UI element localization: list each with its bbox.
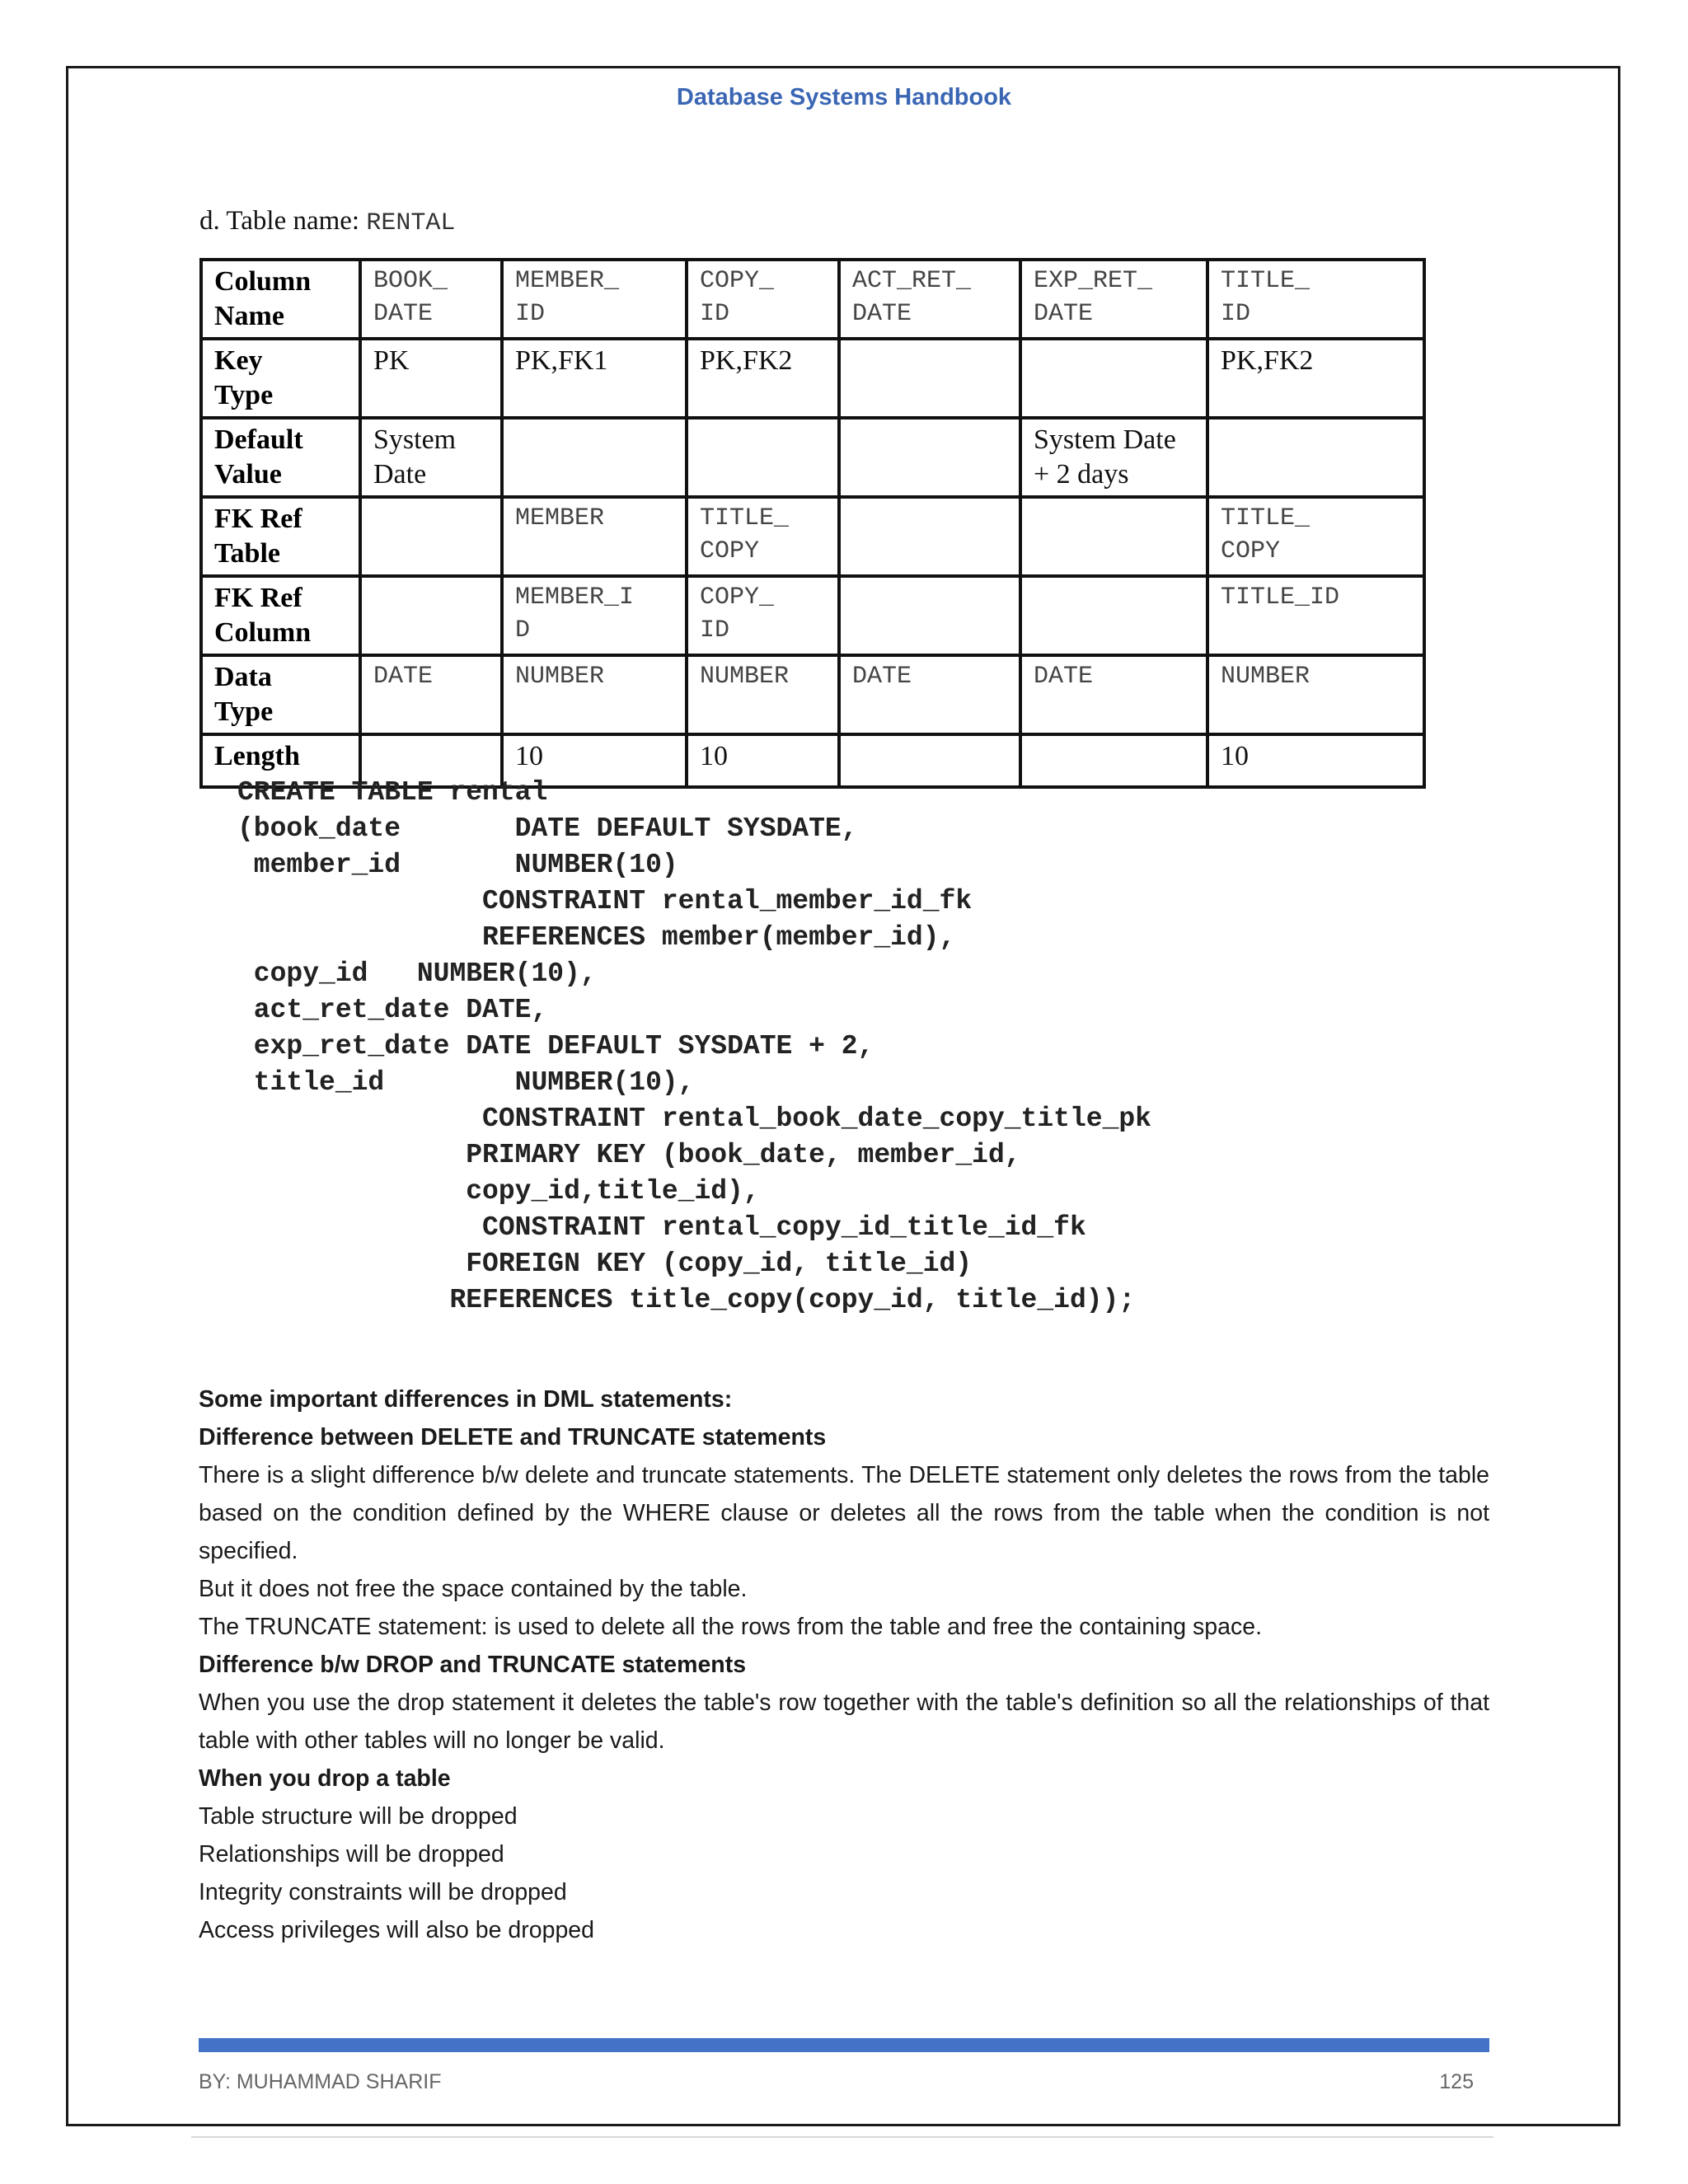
table-caption-name: RENTAL — [366, 209, 456, 237]
table-caption-prefix: d. Table name: — [199, 206, 367, 236]
table-cell: TITLE_ COPY — [687, 497, 839, 576]
list-item: Access privileges will also be dropped — [199, 1917, 594, 1943]
page-header-title: Database Systems Handbook — [676, 84, 1012, 110]
table-cell: MEMBER — [502, 497, 687, 576]
table-cell — [1207, 418, 1424, 497]
table-row-header: Key Type — [201, 339, 360, 418]
bottom-rule — [191, 2136, 1493, 2138]
table-cell: ACT_RET_ DATE — [839, 260, 1020, 339]
table-cell: 10 — [1207, 734, 1424, 787]
table-cell: 10 — [687, 734, 839, 787]
table-cell: NUMBER — [1207, 655, 1424, 734]
heading-drop-vs-truncate: Difference b/w DROP and TRUNCATE statements — [199, 1652, 747, 1678]
list-item: Integrity constraints will be dropped — [199, 1879, 567, 1905]
footer-author: BY: MUHAMMAD SHARIF — [199, 2070, 442, 2093]
table-row-header: Length — [201, 734, 360, 787]
table-cell: COPY_ ID — [687, 576, 839, 655]
table-row-header: Default Value — [201, 418, 360, 497]
heading-delete-vs-truncate: Difference between DELETE and TRUNCATE statements — [199, 1424, 827, 1451]
table-row-header: FK Ref Column — [201, 576, 360, 655]
footer-accent-bar — [199, 2038, 1489, 2052]
table-cell — [687, 418, 839, 497]
table-cell — [502, 418, 687, 497]
paragraph-drop-statement: When you use the drop statement it deletes the table's row together with the table's definition so all the relationships of that table with other tables will no longer be valid. — [199, 1690, 1489, 1754]
table-cell — [1020, 497, 1207, 576]
table-caption — [199, 206, 455, 237]
heading-when-drop-table: When you drop a table — [199, 1765, 451, 1792]
table-cell — [839, 497, 1020, 576]
rental-table — [199, 258, 1426, 789]
table-row — [201, 576, 1424, 655]
table-cell: MEMBER_I D — [502, 576, 687, 655]
table-cell: DATE — [1020, 655, 1207, 734]
table-cell: EXP_RET_ DATE — [1020, 260, 1207, 339]
table-row — [201, 339, 1424, 418]
table-cell: DATE — [839, 655, 1020, 734]
table-cell — [360, 576, 502, 655]
paragraph-free-space: But it does not free the space contained by the table. — [199, 1576, 748, 1602]
table-cell: TITLE_ COPY — [1207, 497, 1424, 576]
table-cell: TITLE_ ID — [1207, 260, 1424, 339]
table-cell — [1020, 339, 1207, 418]
table-cell: COPY_ ID — [687, 260, 839, 339]
table-cell: TITLE_ID — [1207, 576, 1424, 655]
table-cell — [360, 497, 502, 576]
table-cell: NUMBER — [687, 655, 839, 734]
table-row — [201, 655, 1424, 734]
table-row-header: Data Type — [201, 655, 360, 734]
footer-page-number: 125 — [1439, 2070, 1474, 2093]
list-item: Table structure will be dropped — [199, 1803, 518, 1830]
body-text — [199, 1380, 1489, 1949]
table-row — [201, 497, 1424, 576]
table-cell: PK,FK2 — [1207, 339, 1424, 418]
heading-dml-differences: Some important differences in DML statements: — [199, 1386, 733, 1413]
table-cell — [839, 339, 1020, 418]
table-cell — [1020, 576, 1207, 655]
table-cell: BOOK_ DATE — [360, 260, 502, 339]
table-row-header: Column Name — [201, 260, 360, 339]
list-item: Relationships will be dropped — [199, 1841, 504, 1868]
rental-table-body — [201, 260, 1424, 787]
table-cell: NUMBER — [502, 655, 687, 734]
table-row-header: FK Ref Table — [201, 497, 360, 576]
paragraph-delete-truncate: There is a slight difference b/w delete and truncate statements. The DELETE statement only deletes the rows from the table based on the condition defined by the WHERE clause or deletes all the rows from the table when the condition is not specified. — [199, 1462, 1489, 1564]
table-cell: PK,FK2 — [687, 339, 839, 418]
table-row — [201, 418, 1424, 497]
sql-code-block: CREATE TABLE rental (book_date DATE DEFAULT SYSDATE, member_id NUMBER(10) CONSTRAINT rental_member_id_fk REFERENCES member(member_id), copy_id NUMBER(10), act_ret_date DATE, exp_ret_date DATE DEFAULT SYSDATE + 2, title_id NUMBER(10), CONSTRAINT rental_book_date_copy_title_pk PRIMARY KEY (book_date, member_id, copy_id,title_id), CONSTRAINT rental_copy_id_title_id_fk FOREIGN KEY (copy_id, title_id) REFERENCES title_copy(copy_id, title_id)); — [237, 777, 1151, 1315]
table-row — [201, 260, 1424, 339]
table-cell: PK — [360, 339, 502, 418]
paragraph-truncate-statement: The TRUNCATE statement: is used to delete all the rows from the table and free the containing space. — [199, 1614, 1263, 1640]
table-cell: MEMBER_ ID — [502, 260, 687, 339]
table-cell: System Date + 2 days — [1020, 418, 1207, 497]
table-cell — [839, 576, 1020, 655]
table-cell: System Date — [360, 418, 502, 497]
table-cell — [839, 418, 1020, 497]
table-cell: PK,FK1 — [502, 339, 687, 418]
table-cell: 10 — [502, 734, 687, 787]
table-cell: DATE — [360, 655, 502, 734]
